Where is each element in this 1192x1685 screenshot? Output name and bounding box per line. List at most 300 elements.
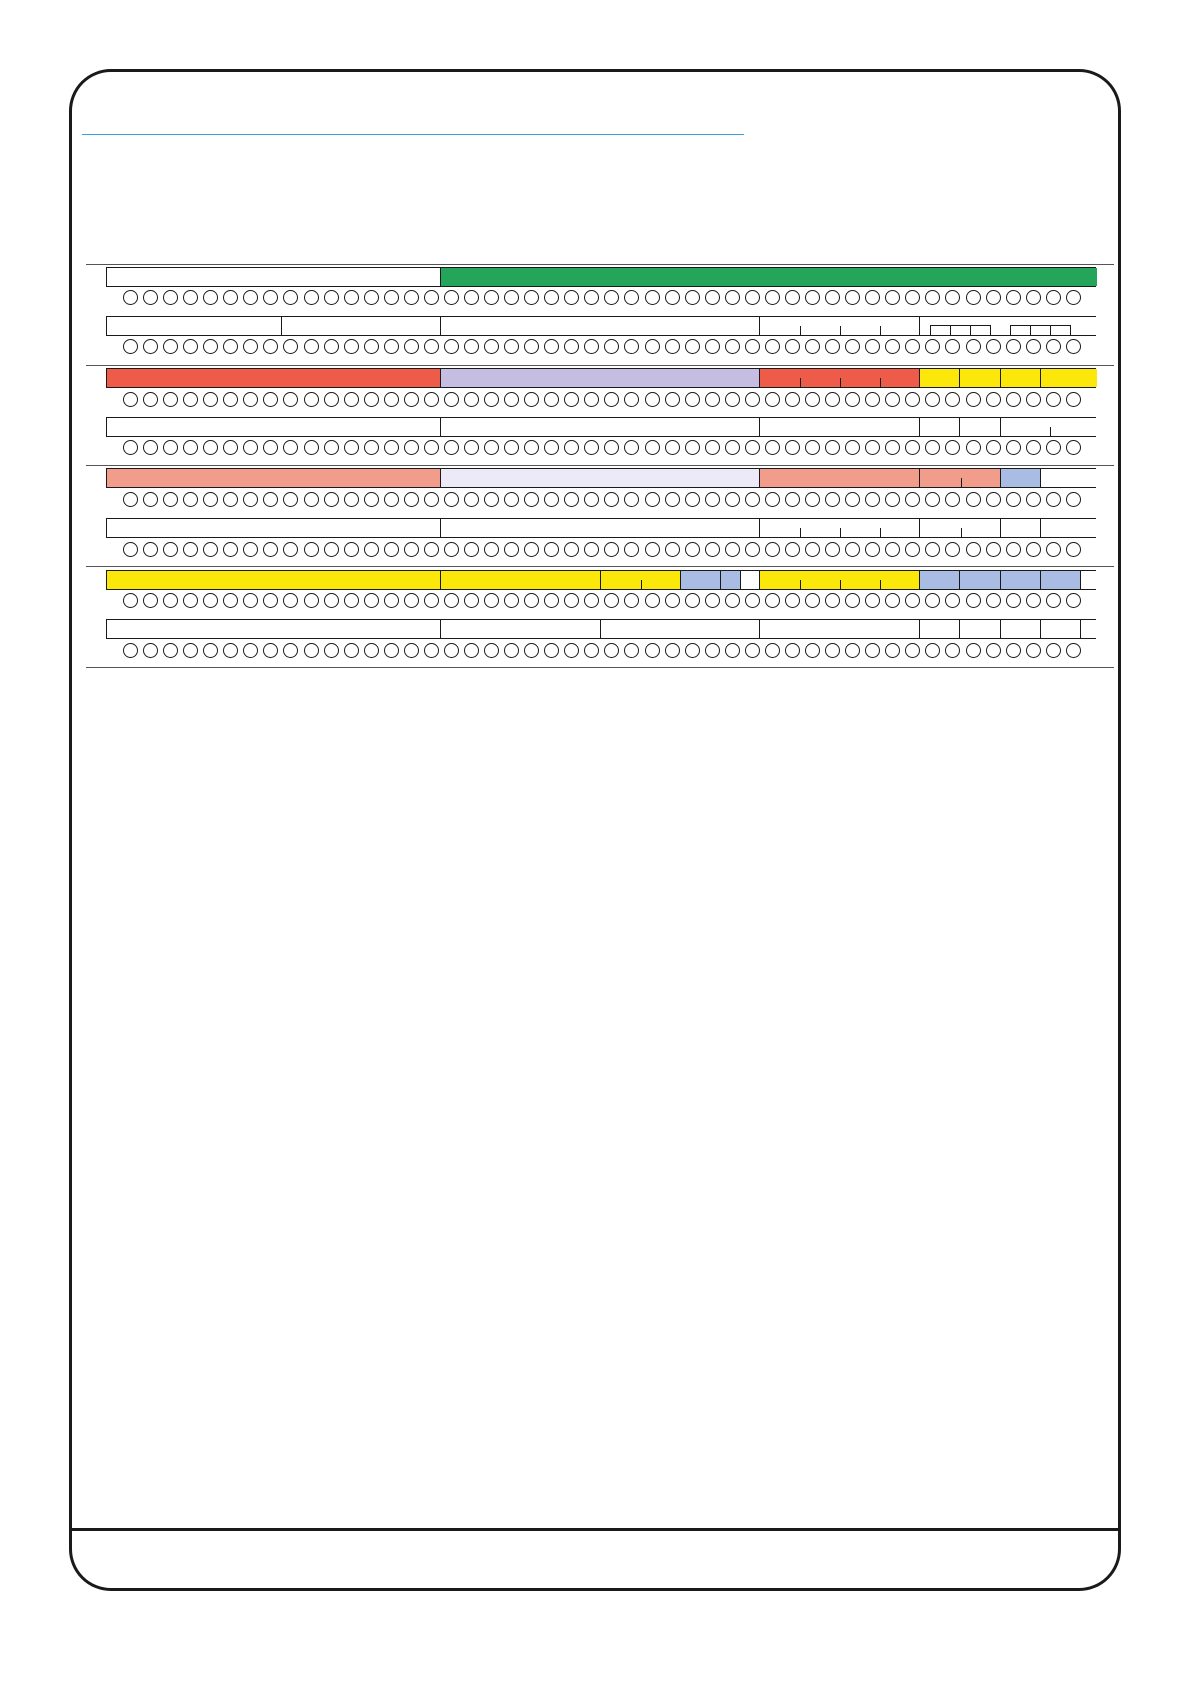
- answer-bubble[interactable]: [524, 392, 539, 407]
- field-segment[interactable]: [959, 571, 1000, 589]
- answer-bubble[interactable]: [1026, 440, 1041, 455]
- answer-bubble[interactable]: [484, 440, 499, 455]
- answer-bubble[interactable]: [223, 542, 238, 557]
- answer-bubble[interactable]: [584, 290, 599, 305]
- answer-bubble[interactable]: [1006, 290, 1021, 305]
- answer-bubble[interactable]: [685, 593, 700, 608]
- answer-bubble[interactable]: [163, 290, 178, 305]
- answer-bubble[interactable]: [544, 492, 559, 507]
- field-segment[interactable]: [1040, 519, 1097, 537]
- field-segment[interactable]: [440, 369, 759, 387]
- answer-bubble[interactable]: [504, 542, 519, 557]
- answer-bubble[interactable]: [304, 542, 319, 557]
- answer-bubble[interactable]: [564, 593, 579, 608]
- answer-bubble[interactable]: [564, 290, 579, 305]
- answer-bubble[interactable]: [1006, 643, 1021, 658]
- answer-bubble[interactable]: [805, 290, 820, 305]
- answer-bubble[interactable]: [865, 339, 880, 354]
- answer-bubble[interactable]: [283, 440, 298, 455]
- answer-bubble[interactable]: [444, 392, 459, 407]
- answer-bubble[interactable]: [544, 339, 559, 354]
- answer-bubble[interactable]: [685, 440, 700, 455]
- answer-bubble[interactable]: [504, 339, 519, 354]
- answer-bubble[interactable]: [745, 440, 760, 455]
- answer-bubble[interactable]: [825, 593, 840, 608]
- field-segment[interactable]: [959, 620, 1000, 638]
- answer-bubble[interactable]: [564, 392, 579, 407]
- answer-bubble[interactable]: [845, 339, 860, 354]
- answer-bubble[interactable]: [364, 392, 379, 407]
- answer-bubble[interactable]: [143, 492, 158, 507]
- answer-bubble[interactable]: [825, 492, 840, 507]
- answer-bubble[interactable]: [1006, 492, 1021, 507]
- answer-bubble[interactable]: [604, 542, 619, 557]
- answer-bubble[interactable]: [223, 392, 238, 407]
- answer-bubble[interactable]: [624, 440, 639, 455]
- answer-bubble[interactable]: [384, 290, 399, 305]
- answer-bubble[interactable]: [986, 643, 1001, 658]
- answer-bubble[interactable]: [966, 339, 981, 354]
- answer-bubble[interactable]: [384, 392, 399, 407]
- answer-bubble[interactable]: [1066, 440, 1081, 455]
- answer-bubble[interactable]: [304, 290, 319, 305]
- answer-bubble[interactable]: [905, 593, 920, 608]
- answer-bubble[interactable]: [765, 339, 780, 354]
- answer-bubble[interactable]: [885, 492, 900, 507]
- answer-bubble[interactable]: [1006, 392, 1021, 407]
- answer-bubble[interactable]: [404, 542, 419, 557]
- answer-bubble[interactable]: [805, 643, 820, 658]
- answer-bubble[interactable]: [223, 290, 238, 305]
- answer-bubble[interactable]: [424, 392, 439, 407]
- answer-bubble[interactable]: [183, 440, 198, 455]
- answer-bubble[interactable]: [1066, 290, 1081, 305]
- answer-bubble[interactable]: [564, 542, 579, 557]
- answer-bubble[interactable]: [966, 290, 981, 305]
- field-segment[interactable]: [919, 620, 959, 638]
- answer-bubble[interactable]: [1006, 593, 1021, 608]
- answer-bubble[interactable]: [544, 643, 559, 658]
- field-segment[interactable]: [107, 519, 440, 537]
- answer-bubble[interactable]: [504, 492, 519, 507]
- answer-bubble[interactable]: [665, 643, 680, 658]
- answer-bubble[interactable]: [504, 290, 519, 305]
- answer-bubble[interactable]: [464, 542, 479, 557]
- answer-bubble[interactable]: [745, 593, 760, 608]
- answer-bubble[interactable]: [805, 492, 820, 507]
- answer-bubble[interactable]: [945, 392, 960, 407]
- answer-bubble[interactable]: [464, 440, 479, 455]
- answer-bubble[interactable]: [544, 290, 559, 305]
- answer-bubble[interactable]: [283, 290, 298, 305]
- field-segment[interactable]: [1040, 369, 1097, 387]
- answer-bubble[interactable]: [223, 492, 238, 507]
- answer-bubble[interactable]: [1066, 492, 1081, 507]
- field-segment[interactable]: [107, 469, 440, 487]
- answer-bubble[interactable]: [143, 593, 158, 608]
- answer-bubble[interactable]: [665, 339, 680, 354]
- answer-bubble[interactable]: [845, 643, 860, 658]
- answer-bubble[interactable]: [705, 339, 720, 354]
- answer-bubble[interactable]: [564, 492, 579, 507]
- answer-bubble[interactable]: [203, 492, 218, 507]
- answer-bubble[interactable]: [283, 339, 298, 354]
- answer-bubble[interactable]: [424, 643, 439, 658]
- answer-bubble[interactable]: [484, 643, 499, 658]
- answer-bubble[interactable]: [1066, 643, 1081, 658]
- answer-bubble[interactable]: [263, 492, 278, 507]
- answer-bubble[interactable]: [263, 542, 278, 557]
- answer-bubble[interactable]: [604, 392, 619, 407]
- field-segment[interactable]: [919, 317, 1097, 335]
- answer-bubble[interactable]: [865, 542, 880, 557]
- answer-bubble[interactable]: [805, 542, 820, 557]
- answer-bubble[interactable]: [143, 440, 158, 455]
- answer-bubble[interactable]: [544, 593, 559, 608]
- answer-bubble[interactable]: [785, 593, 800, 608]
- answer-bubble[interactable]: [925, 492, 940, 507]
- answer-bubble[interactable]: [785, 643, 800, 658]
- answer-bubble[interactable]: [263, 392, 278, 407]
- field-segment[interactable]: [107, 418, 440, 436]
- answer-bubble[interactable]: [885, 392, 900, 407]
- answer-bubble[interactable]: [604, 593, 619, 608]
- answer-bubble[interactable]: [524, 643, 539, 658]
- answer-bubble[interactable]: [203, 440, 218, 455]
- answer-bubble[interactable]: [785, 492, 800, 507]
- answer-bubble[interactable]: [905, 339, 920, 354]
- answer-bubble[interactable]: [504, 440, 519, 455]
- answer-bubble[interactable]: [645, 492, 660, 507]
- answer-bubble[interactable]: [825, 392, 840, 407]
- answer-bubble[interactable]: [404, 392, 419, 407]
- answer-bubble[interactable]: [865, 643, 880, 658]
- answer-bubble[interactable]: [364, 290, 379, 305]
- answer-bubble[interactable]: [183, 392, 198, 407]
- answer-bubble[interactable]: [665, 492, 680, 507]
- answer-bubble[interactable]: [865, 593, 880, 608]
- answer-bubble[interactable]: [1006, 339, 1021, 354]
- answer-bubble[interactable]: [544, 440, 559, 455]
- answer-bubble[interactable]: [123, 440, 138, 455]
- answer-bubble[interactable]: [885, 643, 900, 658]
- answer-bubble[interactable]: [725, 593, 740, 608]
- answer-bubble[interactable]: [584, 643, 599, 658]
- answer-bubble[interactable]: [624, 542, 639, 557]
- answer-bubble[interactable]: [645, 440, 660, 455]
- answer-bubble[interactable]: [1026, 339, 1041, 354]
- field-segment[interactable]: [759, 519, 919, 537]
- answer-bubble[interactable]: [544, 542, 559, 557]
- answer-bubble[interactable]: [123, 492, 138, 507]
- answer-bubble[interactable]: [464, 492, 479, 507]
- answer-bubble[interactable]: [865, 290, 880, 305]
- answer-bubble[interactable]: [304, 392, 319, 407]
- answer-bubble[interactable]: [785, 440, 800, 455]
- answer-bubble[interactable]: [925, 593, 940, 608]
- field-segment[interactable]: [600, 571, 680, 589]
- answer-bubble[interactable]: [123, 643, 138, 658]
- answer-bubble[interactable]: [1046, 339, 1061, 354]
- answer-bubble[interactable]: [364, 643, 379, 658]
- answer-bubble[interactable]: [344, 392, 359, 407]
- answer-bubble[interactable]: [805, 392, 820, 407]
- answer-bubble[interactable]: [905, 290, 920, 305]
- field-segment[interactable]: [440, 571, 600, 589]
- answer-bubble[interactable]: [263, 643, 278, 658]
- field-segment[interactable]: [281, 317, 440, 335]
- answer-bubble[interactable]: [725, 339, 740, 354]
- answer-bubble[interactable]: [1046, 643, 1061, 658]
- answer-bubble[interactable]: [945, 643, 960, 658]
- field-segment[interactable]: [759, 469, 919, 487]
- answer-bubble[interactable]: [424, 440, 439, 455]
- answer-bubble[interactable]: [1046, 492, 1061, 507]
- answer-bubble[interactable]: [424, 339, 439, 354]
- answer-bubble[interactable]: [705, 492, 720, 507]
- answer-bubble[interactable]: [645, 339, 660, 354]
- answer-bubble[interactable]: [344, 593, 359, 608]
- answer-bubble[interactable]: [444, 339, 459, 354]
- answer-bubble[interactable]: [745, 339, 760, 354]
- answer-bubble[interactable]: [685, 339, 700, 354]
- answer-bubble[interactable]: [584, 440, 599, 455]
- answer-bubble[interactable]: [966, 492, 981, 507]
- answer-bubble[interactable]: [885, 339, 900, 354]
- answer-bubble[interactable]: [604, 290, 619, 305]
- answer-bubble[interactable]: [945, 290, 960, 305]
- answer-bubble[interactable]: [243, 542, 258, 557]
- answer-bubble[interactable]: [163, 440, 178, 455]
- answer-bubble[interactable]: [464, 339, 479, 354]
- answer-bubble[interactable]: [1046, 542, 1061, 557]
- answer-bubble[interactable]: [163, 339, 178, 354]
- field-segment[interactable]: [1040, 469, 1097, 487]
- answer-bubble[interactable]: [685, 643, 700, 658]
- answer-bubble[interactable]: [564, 643, 579, 658]
- answer-bubble[interactable]: [765, 440, 780, 455]
- answer-bubble[interactable]: [865, 392, 880, 407]
- answer-bubble[interactable]: [404, 593, 419, 608]
- answer-bubble[interactable]: [966, 440, 981, 455]
- answer-bubble[interactable]: [845, 290, 860, 305]
- answer-bubble[interactable]: [604, 643, 619, 658]
- answer-bubble[interactable]: [424, 542, 439, 557]
- field-segment[interactable]: [440, 268, 1097, 286]
- field-segment[interactable]: [959, 369, 1000, 387]
- answer-bubble[interactable]: [745, 542, 760, 557]
- answer-bubble[interactable]: [725, 542, 740, 557]
- answer-bubble[interactable]: [645, 542, 660, 557]
- answer-bubble[interactable]: [143, 290, 158, 305]
- answer-bubble[interactable]: [183, 542, 198, 557]
- field-segment[interactable]: [1000, 571, 1040, 589]
- field-segment[interactable]: [680, 571, 720, 589]
- answer-bubble[interactable]: [1046, 440, 1061, 455]
- answer-bubble[interactable]: [645, 593, 660, 608]
- answer-bubble[interactable]: [705, 643, 720, 658]
- answer-bubble[interactable]: [143, 339, 158, 354]
- answer-bubble[interactable]: [324, 593, 339, 608]
- field-segment[interactable]: [1000, 418, 1097, 436]
- answer-bubble[interactable]: [424, 492, 439, 507]
- field-segment[interactable]: [1000, 469, 1040, 487]
- answer-bubble[interactable]: [324, 440, 339, 455]
- answer-bubble[interactable]: [604, 440, 619, 455]
- answer-bubble[interactable]: [986, 492, 1001, 507]
- field-segment[interactable]: [759, 571, 919, 589]
- answer-bubble[interactable]: [163, 643, 178, 658]
- answer-bubble[interactable]: [765, 290, 780, 305]
- answer-bubble[interactable]: [624, 492, 639, 507]
- answer-bubble[interactable]: [183, 593, 198, 608]
- answer-bubble[interactable]: [183, 492, 198, 507]
- answer-bubble[interactable]: [1026, 643, 1041, 658]
- field-segment[interactable]: [107, 369, 440, 387]
- answer-bubble[interactable]: [745, 392, 760, 407]
- answer-bubble[interactable]: [384, 593, 399, 608]
- answer-bubble[interactable]: [624, 339, 639, 354]
- answer-bubble[interactable]: [283, 542, 298, 557]
- answer-bubble[interactable]: [444, 542, 459, 557]
- answer-bubble[interactable]: [825, 290, 840, 305]
- answer-bubble[interactable]: [324, 643, 339, 658]
- answer-bubble[interactable]: [765, 542, 780, 557]
- answer-bubble[interactable]: [183, 290, 198, 305]
- field-segment[interactable]: [1000, 519, 1040, 537]
- answer-bubble[interactable]: [203, 290, 218, 305]
- answer-bubble[interactable]: [564, 440, 579, 455]
- answer-bubble[interactable]: [364, 339, 379, 354]
- answer-bubble[interactable]: [283, 392, 298, 407]
- answer-bubble[interactable]: [344, 339, 359, 354]
- answer-bubble[interactable]: [163, 593, 178, 608]
- answer-bubble[interactable]: [1046, 290, 1061, 305]
- answer-bubble[interactable]: [243, 440, 258, 455]
- answer-bubble[interactable]: [845, 440, 860, 455]
- answer-bubble[interactable]: [925, 643, 940, 658]
- answer-bubble[interactable]: [1066, 392, 1081, 407]
- field-segment[interactable]: [107, 620, 440, 638]
- answer-bubble[interactable]: [685, 290, 700, 305]
- answer-bubble[interactable]: [203, 392, 218, 407]
- answer-bubble[interactable]: [464, 290, 479, 305]
- answer-bubble[interactable]: [885, 290, 900, 305]
- answer-bubble[interactable]: [1006, 440, 1021, 455]
- field-segment[interactable]: [759, 369, 919, 387]
- field-segment[interactable]: [919, 369, 959, 387]
- answer-bubble[interactable]: [344, 643, 359, 658]
- field-segment[interactable]: [720, 571, 740, 589]
- answer-bubble[interactable]: [524, 593, 539, 608]
- answer-bubble[interactable]: [624, 643, 639, 658]
- answer-bubble[interactable]: [825, 542, 840, 557]
- field-segment[interactable]: [600, 620, 759, 638]
- answer-bubble[interactable]: [203, 643, 218, 658]
- answer-bubble[interactable]: [905, 392, 920, 407]
- answer-bubble[interactable]: [685, 542, 700, 557]
- answer-bubble[interactable]: [524, 290, 539, 305]
- field-segment[interactable]: [1080, 620, 1097, 638]
- field-segment[interactable]: [107, 268, 440, 286]
- answer-bubble[interactable]: [243, 643, 258, 658]
- field-segment[interactable]: [440, 519, 759, 537]
- answer-bubble[interactable]: [444, 492, 459, 507]
- answer-bubble[interactable]: [524, 542, 539, 557]
- answer-bubble[interactable]: [404, 643, 419, 658]
- answer-bubble[interactable]: [364, 492, 379, 507]
- answer-bubble[interactable]: [484, 339, 499, 354]
- answer-bubble[interactable]: [123, 392, 138, 407]
- answer-bubble[interactable]: [123, 593, 138, 608]
- answer-bubble[interactable]: [404, 492, 419, 507]
- answer-bubble[interactable]: [444, 440, 459, 455]
- answer-bubble[interactable]: [986, 440, 1001, 455]
- answer-bubble[interactable]: [404, 339, 419, 354]
- answer-bubble[interactable]: [604, 339, 619, 354]
- answer-bubble[interactable]: [986, 542, 1001, 557]
- answer-bubble[interactable]: [223, 643, 238, 658]
- answer-bubble[interactable]: [484, 290, 499, 305]
- answer-bubble[interactable]: [444, 593, 459, 608]
- answer-bubble[interactable]: [805, 339, 820, 354]
- answer-bubble[interactable]: [283, 492, 298, 507]
- answer-bubble[interactable]: [203, 593, 218, 608]
- answer-bubble[interactable]: [243, 339, 258, 354]
- answer-bubble[interactable]: [986, 392, 1001, 407]
- answer-bubble[interactable]: [464, 392, 479, 407]
- answer-bubble[interactable]: [163, 542, 178, 557]
- answer-bubble[interactable]: [344, 440, 359, 455]
- answer-bubble[interactable]: [283, 593, 298, 608]
- answer-bubble[interactable]: [424, 593, 439, 608]
- answer-bubble[interactable]: [183, 339, 198, 354]
- answer-bubble[interactable]: [966, 392, 981, 407]
- answer-bubble[interactable]: [945, 492, 960, 507]
- answer-bubble[interactable]: [484, 392, 499, 407]
- answer-bubble[interactable]: [203, 339, 218, 354]
- answer-bubble[interactable]: [1046, 593, 1061, 608]
- answer-bubble[interactable]: [925, 339, 940, 354]
- answer-bubble[interactable]: [123, 339, 138, 354]
- answer-bubble[interactable]: [283, 643, 298, 658]
- answer-bubble[interactable]: [685, 492, 700, 507]
- answer-bubble[interactable]: [1026, 392, 1041, 407]
- answer-bubble[interactable]: [865, 440, 880, 455]
- answer-bubble[interactable]: [223, 440, 238, 455]
- answer-bubble[interactable]: [163, 492, 178, 507]
- answer-bubble[interactable]: [845, 542, 860, 557]
- answer-bubble[interactable]: [785, 290, 800, 305]
- answer-bubble[interactable]: [584, 492, 599, 507]
- answer-bubble[interactable]: [504, 593, 519, 608]
- answer-bubble[interactable]: [945, 339, 960, 354]
- answer-bubble[interactable]: [123, 542, 138, 557]
- answer-bubble[interactable]: [484, 492, 499, 507]
- field-segment[interactable]: [759, 317, 919, 335]
- answer-bubble[interactable]: [905, 440, 920, 455]
- answer-bubble[interactable]: [665, 542, 680, 557]
- answer-bubble[interactable]: [304, 593, 319, 608]
- answer-bubble[interactable]: [966, 593, 981, 608]
- answer-bubble[interactable]: [885, 542, 900, 557]
- answer-bubble[interactable]: [324, 392, 339, 407]
- answer-bubble[interactable]: [364, 542, 379, 557]
- answer-bubble[interactable]: [324, 492, 339, 507]
- answer-bubble[interactable]: [384, 440, 399, 455]
- field-segment[interactable]: [1040, 571, 1080, 589]
- answer-bubble[interactable]: [785, 392, 800, 407]
